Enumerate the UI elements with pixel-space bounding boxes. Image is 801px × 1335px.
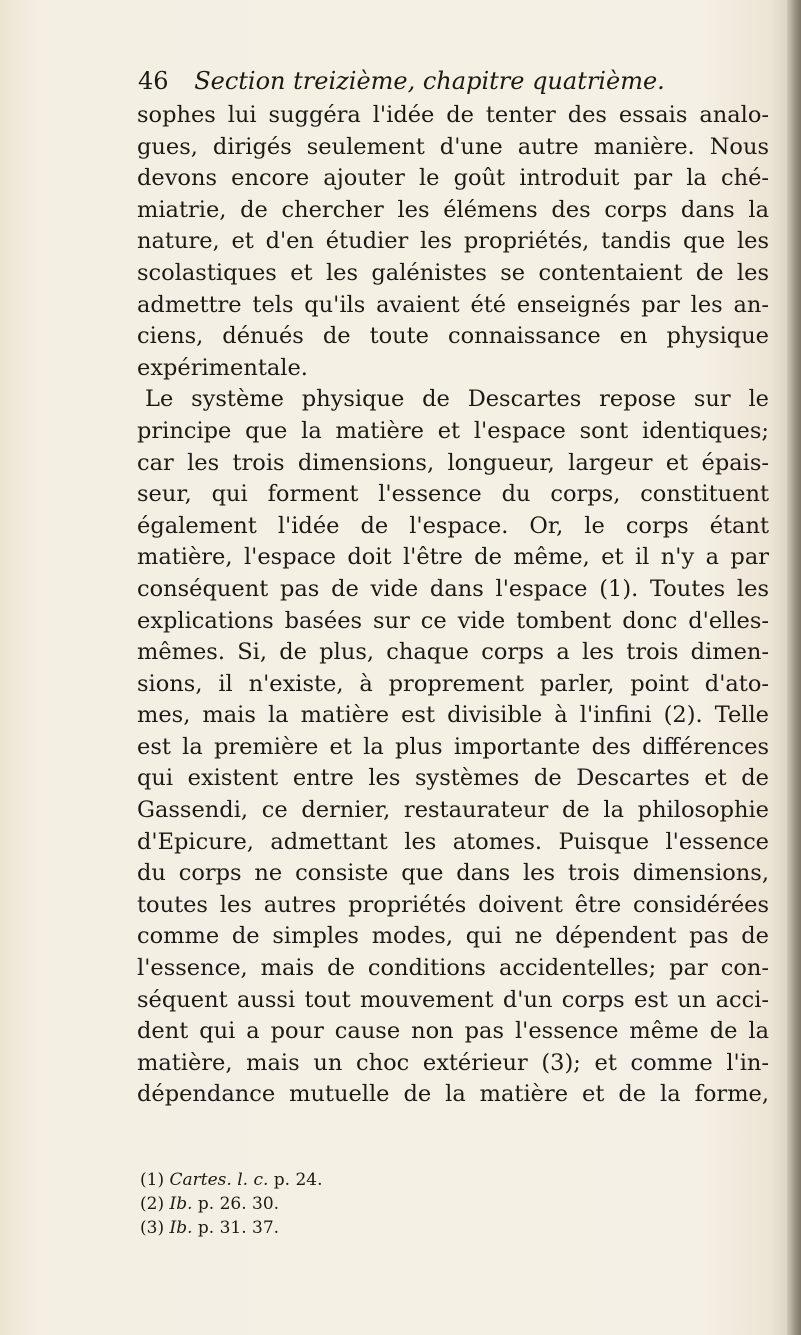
text-line: explications basées sur ce vide tombent donc d'elles- (137, 607, 769, 634)
footnote-number: (2) (140, 1194, 165, 1214)
footnote-pages: p. 31. 37. (197, 1218, 280, 1238)
text-line: miatrie, de chercher les élémens des corps dans la (137, 196, 769, 223)
text-line: est la première et la plus importante des différences (137, 733, 769, 760)
footnote-number: (3) (140, 1218, 165, 1238)
footnote (140, 1216, 540, 1240)
text-line: l'essence, mais de conditions accidentelles; par con- (137, 955, 769, 982)
text-line: ciens, dénués de toute connaissance en physique (137, 323, 769, 350)
text-line: car les trois dimensions, longueur, largeur et épais- (137, 449, 769, 476)
text-line: sophes lui suggéra l'idée de tenter des essais analo- (137, 102, 769, 128)
footnote-pages: p. 24. (273, 1170, 323, 1190)
text-line: expérimentale. (137, 354, 308, 381)
text-line: scolastiques et les galénistes se contentaient de les (137, 259, 769, 286)
page-number: 46 (138, 67, 169, 95)
footnote-number: (1) (140, 1170, 165, 1190)
text-line: Gassendi, ce dernier, restaurateur de la philosophie (137, 797, 769, 824)
footnote (140, 1192, 540, 1216)
text-line: également l'idée de l'espace. Or, le corps étant (137, 512, 769, 539)
page-edge-shadow (787, 0, 801, 1335)
text-line: matière, l'espace doit l'être de même, et il n'y a par (137, 544, 769, 571)
text-line: mêmes. Si, de plus, chaque corps a les trois dimen- (137, 639, 769, 666)
footnote-reference: Ib. (169, 1218, 193, 1238)
text-line: admettre tels qu'ils avaient été enseignés par les an- (137, 291, 769, 318)
text-line: dent qui a pour cause non pas l'essence même de la (137, 1018, 769, 1045)
text-line: devons encore ajouter le goût introduit par la ché- (137, 165, 769, 192)
text-line: qui existent entre les systèmes de Descartes et de (137, 765, 769, 792)
text-line: sions, il n'existe, à proprement parler, point d'ato- (137, 670, 769, 697)
body-text (137, 100, 769, 1111)
text-line: gues, dirigés seulement d'une autre manière. Nous (137, 133, 769, 160)
text-line: matière, mais un choc extérieur (3); et comme l'in- (137, 1049, 769, 1076)
footnotes (140, 1168, 540, 1240)
text-line: Le système physique de Descartes repose sur le (145, 386, 769, 413)
page-header (138, 64, 738, 98)
text-line: toutes les autres propriétés doivent être considérées (137, 891, 769, 918)
footnote-reference: Ib. (169, 1194, 193, 1214)
text-line: principe que la matière et l'espace sont identiques; (137, 417, 769, 444)
running-title: Section treizième, chapitre quatrième. (194, 67, 665, 95)
text-line: du corps ne consiste que dans les trois dimensions, (137, 860, 769, 887)
text-line: conséquent pas de vide dans l'espace (1). Toutes les (137, 575, 769, 602)
footnote-reference: Cartes. l. c. (169, 1170, 269, 1190)
text-line: d'Epicure, admettant les atomes. Puisque l'essence (137, 828, 769, 855)
text-line: séquent aussi tout mouvement d'un corps est un acci- (137, 986, 769, 1013)
text-line: mes, mais la matière est divisible à l'infini (2). Telle (137, 702, 769, 729)
text-line: seur, qui forment l'essence du corps, constituent (137, 481, 769, 508)
footnote (140, 1168, 540, 1192)
footnote-pages: p. 26. 30. (197, 1194, 280, 1214)
text-line: dépendance mutuelle de la matière et de la forme, (137, 1081, 769, 1108)
text-line: comme de simples modes, qui ne dépendent pas de (137, 923, 769, 950)
text-line: nature, et d'en étudier les propriétés, tandis que les (137, 228, 769, 255)
